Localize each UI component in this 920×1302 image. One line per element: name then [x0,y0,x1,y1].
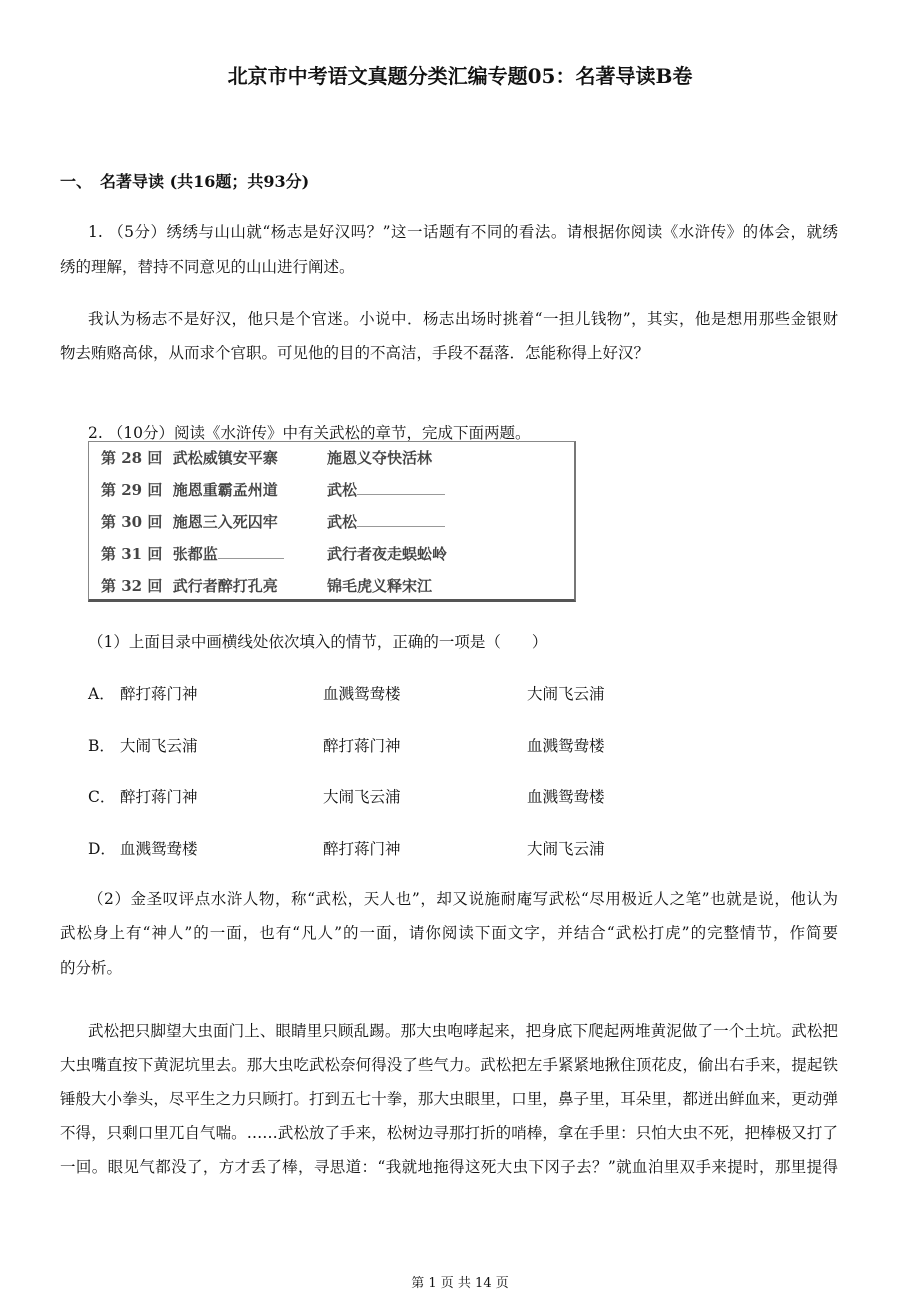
chapter-number: 第 32 回 [101,577,163,595]
passage-line-4: 不得，只剩口里兀自气喘。……武松放了手来，松树边寻那打折的哨棒，拿在手里：只怕大虫不死，把棒极又打了 [60,1124,838,1142]
chapter-number: 第 31 回 [101,545,163,563]
q1-stem-line-2: 绣的理解，替持不同意见的山山进行阐述。 [60,258,355,276]
table-row-right [327,479,445,500]
chapter-title-right: 锦毛虎义释宋江 [327,577,433,595]
option-c-1: 醉打蒋门神 [120,788,198,806]
chapter-number: 第 29 回 [101,481,163,499]
fill-blank [218,544,284,559]
sub-question-2-line-1: （2）金圣叹评点水浒人物，称“武松，天人也”，却又说施耐庵写武松“尽用极近人之笔”也就是说，他认为 [88,890,838,908]
chapter-title-left: 施恩重霸孟州道 [172,481,278,499]
table-row [101,543,284,564]
option-b-1: 大闹飞云浦 [120,737,198,755]
q1-answer-line-1: 我认为杨志不是好汉，他只是个官迷。小说中．杨志出场时挑着“一担儿钱物”，其实，他是想用那些金银财 [88,310,838,328]
option-b-2: 醉打蒋门神 [323,737,401,755]
document-title: 北京市中考语文真题分类汇编专题05：名著导读B卷 [227,64,693,88]
option-d-3: 大闹飞云浦 [527,840,605,858]
fill-blank [357,480,445,495]
option-d-1: 血溅鸳鸯楼 [120,840,198,858]
chapter-title-left: 施恩三入死囚牢 [172,513,278,531]
option-b-3: 血溅鸳鸯楼 [527,737,605,755]
table-row [101,447,278,468]
option-d-label[interactable]: D． [88,840,116,858]
option-c-2: 大闹飞云浦 [323,788,401,806]
chapter-title-left: 武行者醉打孔亮 [172,577,278,595]
option-b-label[interactable]: B． [88,737,115,755]
sub-question-2-line-3: 的分析。 [60,959,123,977]
chapter-title-right: 武行者夜走蜈蚣岭 [327,545,448,563]
option-d-2: 醉打蒋门神 [323,840,401,858]
option-c-3: 血溅鸳鸯楼 [527,788,605,806]
sub-question-2-line-2: 武松身上有“神人”的一面，也有“凡人”的一面，请你阅读下面文字，并结合“武松打虎”的完整情节，作简要 [60,924,838,942]
passage-line-1: 武松把只脚望大虫面门上、眼睛里只顾乱踢。那大虫咆哮起来，把身底下爬起两堆黄泥做了一个土坑。武松把 [88,1022,838,1040]
q1-stem-line-1: 1. （5分）绣绣与山山就“杨志是好汉吗？”这一话题有不同的看法。请根据你阅读《水浒传》的体会，就绣 [88,223,838,241]
chapter-table [88,441,576,602]
chapter-number: 第 28 回 [101,449,163,467]
sub-question-1: （1）上面目录中画横线处依次填入的情节，正确的一项是（ ） [88,633,548,651]
table-row [101,511,278,532]
passage-line-3: 锤般大小拳头，尽平生之力只顾打。打到五七十拳，那大虫眼里，口里，鼻子里，耳朵里，都迸出鲜血来，更动弹 [60,1090,838,1108]
chapter-number: 第 30 回 [101,513,163,531]
option-a-1: 醉打蒋门神 [120,685,198,703]
q2-stem: 2. （10分）阅读《水浒传》中有关武松的章节，完成下面两题。 [88,424,531,442]
table-row [101,479,278,500]
chapter-title-right: 施恩义夺快活林 [327,449,433,467]
option-a-2: 血溅鸳鸯楼 [323,685,401,703]
page-footer: 第 1 页 共 14 页 [411,1276,509,1291]
fill-blank [357,512,445,527]
chapter-title-right: 武松 [327,513,358,531]
passage-line-2: 大虫嘴直按下黄泥坑里去。那大虫吃武松奈何得没了些气力。武松把左手紧紧地揪住顶花皮，偷出右手来，提起铁 [60,1056,838,1074]
q1-answer-line-2: 物去贿赂高俅，从而求个官职。可见他的目的不高洁，手段不磊落．怎能称得上好汉？ [60,344,650,362]
option-c-label[interactable]: C． [88,788,116,806]
table-row-right [327,511,445,532]
option-a-label[interactable]: A． [88,685,115,703]
chapter-title-left: 武松威镇安平寨 [172,449,278,467]
option-a-3: 大闹飞云浦 [527,685,605,703]
chapter-title-left: 张都监 [172,545,218,563]
passage-line-5: 一回。眼见气都没了，方才丢了棒，寻思道：“我就地拖得这死大虫下冈子去？”就血泊里双手来提时，那里提得 [60,1158,838,1176]
table-row [101,575,278,596]
chapter-title-right: 武松 [327,481,358,499]
section-heading: 一、 名著导读 (共16题；共93分) [60,172,310,191]
